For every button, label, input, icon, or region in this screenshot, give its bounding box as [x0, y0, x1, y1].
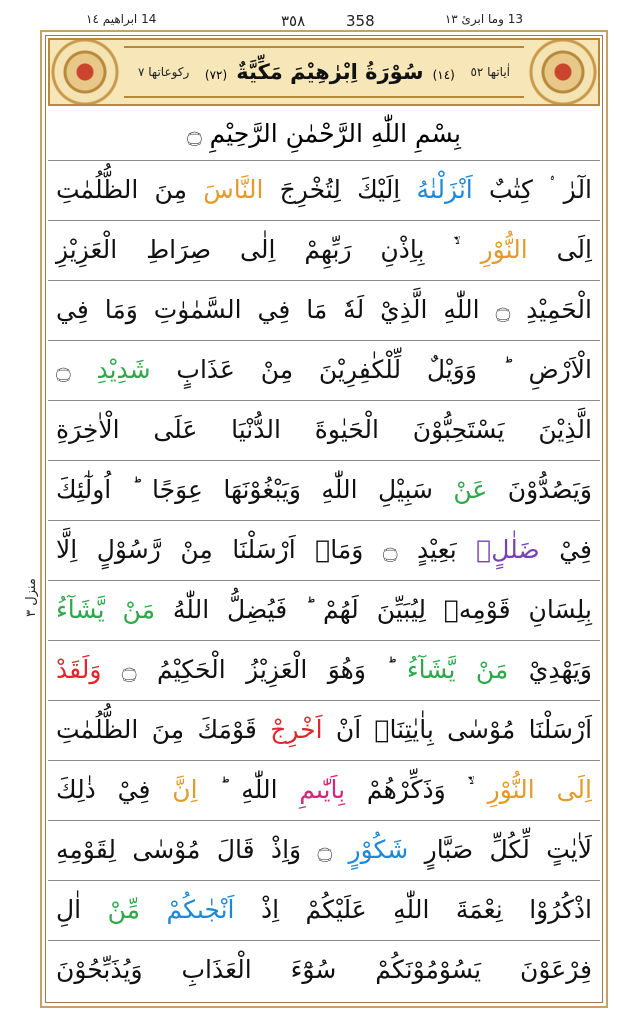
header-juz-ref: 13 وما ابرئ ١٣	[441, 12, 527, 26]
tajweed-word: مَنْ يَّشَآءُ	[56, 595, 155, 624]
text-line	[48, 881, 600, 941]
text-segment: مِنَ الظُّلُمٰتِ	[56, 175, 204, 204]
tajweed-word: مَنْ يَّشَآءُ	[406, 655, 509, 684]
bismillah: بِسْمِ اللّٰهِ الرَّحْمٰنِ الرَّحِيْمِ ۝	[48, 106, 600, 161]
text-segment: لَاٰيٰتٍ لِّكُلِّ صَبَّارٍ	[408, 835, 592, 864]
manzil-marker: منزل ٣	[23, 578, 39, 617]
text-segment: وَيَصُدُّوْنَ	[487, 475, 592, 504]
tajweed-word: شَكُوْرٍ	[348, 835, 409, 864]
text-segment: فِيْ	[539, 535, 592, 564]
surah-title: سُوْرَةُ اِبْرٰهِیْمَ مَكِّيَّةٌ	[236, 60, 424, 84]
text-segment: سَبِيْلِ اللّٰهِ وَيَبْغُوْنَهَا عِوَجًا ؕ اُولٰٓئِكَ	[56, 475, 454, 504]
text-segment: الٓرٰ ۟ كِتٰبٌ	[472, 175, 593, 204]
text-line	[48, 461, 600, 521]
tajweed-word: بِاَيّٰىمِ	[299, 775, 346, 804]
text-segment: اَرْسَلْنَا مُوْسٰى بِاٰيٰتِنَاۤ اَنْ	[322, 715, 593, 744]
text-line	[48, 161, 600, 221]
text-line	[48, 401, 600, 461]
page-number: 358	[342, 12, 379, 30]
page-number-arabic: ٣٥٨	[277, 12, 309, 30]
text-segment	[140, 895, 166, 924]
tajweed-word: النَّاسَ	[203, 175, 264, 204]
text-segment: ؕ وَهُوَ الْعَزِيْزُ الْحَكِيْمُ ۝	[101, 655, 407, 684]
text-line	[48, 701, 600, 761]
text-line	[48, 761, 600, 821]
text-segment: اذْكُرُوْا نِعْمَةَ اللّٰهِ عَلَيْكُمْ اِذْ	[234, 895, 592, 924]
text-segment: ۙ۬ بِاِذْنِ رَبِّهِمْ اِلٰى صِرَاطِ الْعَزِيْزِ	[56, 235, 481, 264]
text-line	[48, 821, 600, 881]
ornament-icon	[528, 40, 598, 104]
text-segment: بَعِيْدٍ ۝ وَمَاۤ اَرْسَلْنَا مِنْ رَّسُوْلٍ اِلَّا	[56, 535, 477, 564]
surah-banner	[48, 38, 600, 106]
tajweed-word: اَنْزَلْنٰهُ	[416, 175, 473, 204]
text-segment: الْاَرْضِ ؕ وَوَيْلٌ لِّلْكٰفِرِيْنَ مِنْ عَذَابٍ	[150, 355, 592, 384]
header-surah-ref: 14 ابراهيم ١٤	[82, 12, 160, 26]
tajweed-word: اَنْجٰىكُمْ	[166, 895, 235, 924]
text-segment: اِلَى	[527, 235, 592, 264]
tajweed-word: مِّنْ	[107, 895, 140, 924]
text-segment: الْحَمِيْدِ ۝ اللّٰهِ الَّذِيْ لَهٗ مَا فِي السَّمٰوٰتِ وَمَا فِي	[56, 295, 592, 324]
text-line	[48, 941, 600, 1001]
text-segment: فِيْ ذٰلِكَ	[56, 775, 173, 804]
text-segment: ۙ۬ وَذَكِّرْهُمْ	[345, 775, 488, 804]
text-segment: اللّٰهِ ؕ	[197, 775, 300, 804]
surah-number: (١٤)	[432, 68, 455, 82]
text-segment: ۝	[56, 355, 97, 384]
tajweed-word: وَلَقَدْ	[56, 655, 102, 684]
tajweed-word: اِنَّ	[172, 775, 198, 804]
text-segment: قَوْمَكَ مِنَ الظُّلُمٰتِ	[56, 715, 271, 744]
text-line	[48, 221, 600, 281]
text-segment: بِلِسَانِ قَوْمِهٖ لِيُبَيِّنَ لَهُمْ ؕ فَيُضِلُّ اللّٰهُ	[154, 595, 592, 624]
quran-text	[48, 106, 600, 1001]
text-line	[48, 341, 600, 401]
text-line	[48, 641, 600, 701]
text-segment: الَّذِيْنَ يَسْتَحِبُّوْنَ الْحَيٰوةَ الدُّنْيَا عَلَى الْاٰخِرَةِ	[56, 415, 592, 444]
tajweed-word: اَخْرِجْ	[270, 715, 323, 744]
text-segment: فِرْعَوْنَ يَسُوْمُوْنَكُمْ سُوْٓءَ الْعَذَابِ وَيُذَبِّحُوْنَ	[56, 955, 592, 984]
text-segment: اِلَيْكَ لِتُخْرِجَ	[263, 175, 417, 204]
ornament-icon	[50, 40, 120, 104]
text-line	[48, 521, 600, 581]
tajweed-word: اِلَى النُّوْرِ	[487, 775, 592, 804]
text-segment: اٰلِ	[56, 895, 108, 924]
ruku-count: رکوعاتها ٧	[138, 65, 190, 79]
text-line	[48, 581, 600, 641]
text-segment: ۝ وَاِذْ قَالَ مُوْسٰى لِقَوْمِهِ	[56, 835, 349, 864]
text-segment: وَيَهْدِيْ	[508, 655, 592, 684]
tajweed-word: النُّوْرِ	[480, 235, 528, 264]
tajweed-word: ضَلٰلٍۭ	[476, 535, 540, 564]
text-line	[48, 281, 600, 341]
page-header	[42, 10, 607, 31]
revelation-order: (٧٢)	[204, 68, 228, 82]
tajweed-word: عَنْ	[453, 475, 488, 504]
ayat-count: اٰیاتها ٥٢	[470, 65, 510, 79]
tajweed-word: شَدِيْدِ	[96, 355, 151, 384]
